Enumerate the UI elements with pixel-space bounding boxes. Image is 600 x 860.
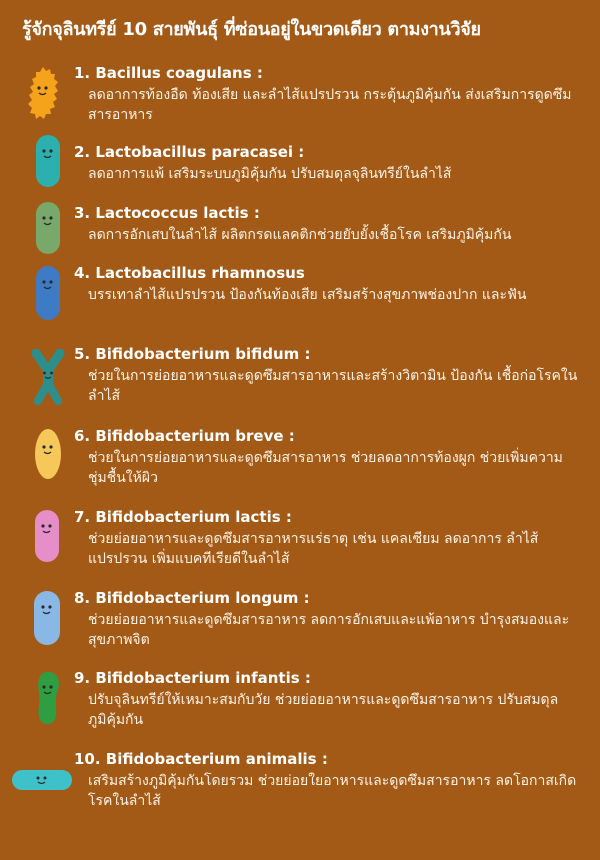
page-title: รู้จักจุลินทรีย์ 10 สายพันธุ์ ที่ซ่อนอยู่ในขวดเดียว ตามงานวิจัย — [22, 19, 481, 40]
item-description: ช่วยในการย่อยอาหารและดูดซึมสารอาหารและสร้างวิตามิน ป้องกัน เชื้อก่อโรคในลำไส้ — [88, 368, 578, 404]
green-rod-bacterium-icon — [34, 200, 62, 256]
item-name: 7. Bifidobacterium lactis : — [74, 508, 292, 526]
pink-rod-bacterium-icon — [33, 508, 61, 564]
item-name: 10. Bifidobacterium animalis : — [74, 750, 328, 768]
item-description: ลดการอักเสบในลำไส้ ผลิตกรดแลคติกช่วยยับยั้งเชื้อโรค เสริมภูมิคุ้มกัน — [88, 227, 512, 243]
item-name: 8. Bifidobacterium longum : — [74, 589, 310, 607]
item-description: ลดอาการแพ้ เสริมระบบภูมิคุ้มกัน ปรับสมดุลจุลินทรีย์ในลำไส้ — [88, 166, 452, 182]
item-name: 9. Bifidobacterium infantis : — [74, 669, 311, 687]
item-description: ปรับจุลินทรีย์ให้เหมาะสมกับวัย ช่วยย่อยอาหารและดูดซึมสารอาหาร ปรับสมดุลภูมิคุ้มกัน — [88, 692, 559, 728]
item-name: 4. Lactobacillus rhamnosus — [74, 264, 305, 282]
green-bean-bacterium-icon — [33, 669, 63, 727]
item-name: 1. Bacillus coagulans : — [74, 64, 263, 82]
cyan-horizontal-rod-bacterium-icon — [10, 768, 74, 792]
item-name: 2. Lactobacillus paracasei : — [74, 143, 305, 161]
item-description: ช่วยในการย่อยอาหารและดูดซึมสารอาหาร ช่วยลดอาการท้องผูก ช่วยเพิ่มความชุ่มชื้นให้ผิว — [88, 450, 563, 486]
item-name: 6. Bifidobacterium breve : — [74, 427, 295, 445]
item-name: 5. Bifidobacterium bifidum : — [74, 345, 311, 363]
item-name: 3. Lactococcus lactis : — [74, 204, 260, 222]
yellow-oval-bacterium-icon — [33, 427, 63, 481]
teal-rod-bacterium-icon — [34, 133, 62, 189]
orange-spiky-bacterium-icon — [26, 64, 60, 122]
item-description: ช่วยย่อยอาหารและดูดซึมสารอาหาร ลดการอักเสบและแพ้อาหาร บำรุงสมองและสุขภาพจิต — [88, 612, 570, 648]
item-description: เสริมสร้างภูมิคุ้มกันโดยรวม ช่วยย่อยใยอาหารและดูดซึมสารอาหาร ลดโอกาสเกิดโรคในลำไส้ — [88, 773, 577, 809]
item-description: บรรเทาลำไส้แปรปรวน ป้องกันท้องเสีย เสริมสร้างสุขภาพช่องปาก และฟัน — [88, 287, 527, 303]
teal-y-shaped-bacterium-icon — [28, 349, 68, 405]
item-description: ช่วยย่อยอาหารและดูดซึมสารอาหารแร่ธาตุ เช่น แคลเซียม ลดอาการ ลำไส้แปรปรวน เพิ่มแบคทีเรียดีในลำไส้ — [88, 531, 539, 567]
item-description: ลดอาการท้องอืด ท้องเสีย และลำไส้แปรปรวน กระตุ้นภูมิคุ้มกัน ส่งเสริมการดูดซึมสารอาหาร — [88, 87, 572, 123]
blue-rod-bacterium-icon — [34, 264, 62, 322]
light-blue-rod-bacterium-icon — [32, 589, 62, 647]
